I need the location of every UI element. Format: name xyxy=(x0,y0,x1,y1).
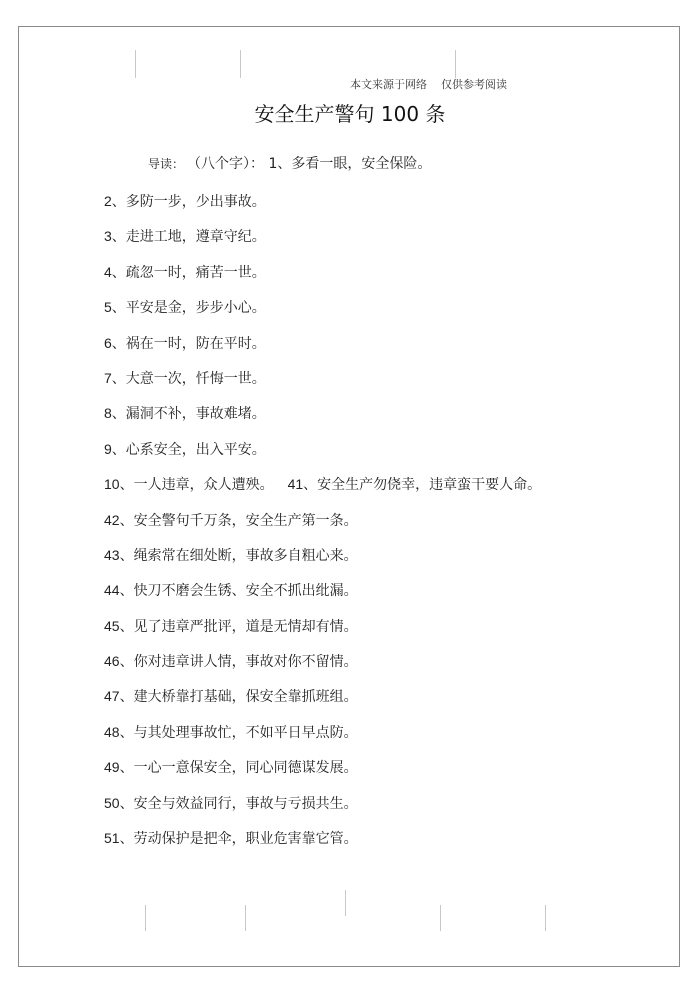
slogan-number: 47 xyxy=(104,688,120,705)
scan-mark xyxy=(455,50,456,78)
slogan-text: 、多防一步，少出事故。 xyxy=(111,194,266,210)
slogan-text: 、祸在一时，防在平时。 xyxy=(111,335,266,352)
slogan-item xyxy=(104,685,541,720)
slogan-number: 2 xyxy=(104,193,112,209)
slogan-item xyxy=(104,615,541,650)
slogan-item xyxy=(104,332,541,367)
slogan-item xyxy=(104,509,541,544)
slogan-text: 、安全与效益同行，事故与亏损共生。 xyxy=(119,795,358,812)
slogan-number: 41 xyxy=(287,476,304,493)
slogan-text: 、一心一意保安全，同心同德谋发展。 xyxy=(119,760,358,777)
slogan-text: 、走进工地，遵章守纪。 xyxy=(111,229,266,246)
slogan-item xyxy=(104,721,541,756)
slogan-item xyxy=(104,367,541,402)
slogan-text: 、与其处理事故忙，不如平日早点防。 xyxy=(119,724,358,741)
slogan-number: 51 xyxy=(104,830,120,847)
slogan-item xyxy=(104,473,541,508)
slogan-text: 、绳索常在细处断，事故多自粗心来。 xyxy=(119,547,358,564)
slogan-text: 、大意一次，忏悔一世。 xyxy=(111,370,266,387)
slogan-number: 44 xyxy=(104,582,120,599)
scan-mark xyxy=(145,905,146,931)
slogan-text: 、见了违章严批评，道是无情却有情。 xyxy=(119,618,358,635)
slogan-text: 、心系安全，出入平安。 xyxy=(111,441,266,458)
slogan-item xyxy=(104,544,541,579)
slogan-number: 49 xyxy=(104,759,120,776)
slogan-item xyxy=(104,190,541,225)
slogan-item xyxy=(104,827,541,862)
slogan-number: 7 xyxy=(104,369,112,386)
intro-label: 导读： xyxy=(148,157,185,171)
slogan-number: 9 xyxy=(104,440,112,457)
scan-mark xyxy=(135,50,136,78)
slogan-text: 、一人违章，众人遭殃。 xyxy=(119,477,274,494)
source-note: 本文来源于网络 仅供参考阅读 xyxy=(350,78,507,91)
slogan-list xyxy=(104,190,541,862)
slogan-item xyxy=(104,261,541,296)
scan-mark xyxy=(345,890,346,916)
slogan-item xyxy=(104,756,541,791)
slogan-number: 5 xyxy=(104,299,112,316)
intro-line xyxy=(148,153,431,173)
slogan-item xyxy=(104,579,541,614)
slogan-number: 42 xyxy=(104,511,120,528)
scan-mark xyxy=(440,905,441,931)
slogan-number: 43 xyxy=(104,546,120,563)
intro-text: （八个字）： 1、多看一眼，安全保险。 xyxy=(194,156,432,172)
slogan-number: 6 xyxy=(104,334,112,351)
slogan-number: 46 xyxy=(104,653,120,670)
slogan-number: 50 xyxy=(104,794,120,811)
slogan-number: 4 xyxy=(104,263,112,280)
slogan-text: 、安全生产勿侥幸，违章蛮干要人命。 xyxy=(303,477,542,494)
slogan-item xyxy=(104,792,541,827)
slogan-number: 3 xyxy=(104,228,112,245)
slogan-item xyxy=(104,402,541,437)
slogan-text: 、劳动保护是把伞，职业危害靠它管。 xyxy=(119,831,358,848)
slogan-text: 、平安是金，步步小心。 xyxy=(111,300,266,317)
slogan-text: 、你对违章讲人情，事故对你不留情。 xyxy=(119,654,358,671)
slogan-item xyxy=(104,650,541,685)
slogan-item xyxy=(104,296,541,331)
slogan-number: 10 xyxy=(104,476,120,493)
slogan-text: 、快刀不磨会生锈、安全不抓出纰漏。 xyxy=(119,583,358,600)
slogan-item xyxy=(104,438,541,473)
slogan-text: 、漏洞不补，事故难堵。 xyxy=(111,406,266,423)
scan-mark xyxy=(245,905,246,931)
slogan-number: 45 xyxy=(104,617,120,634)
slogan-number: 8 xyxy=(104,405,112,422)
slogan-text: 、安全警句千万条，安全生产第一条。 xyxy=(119,512,358,529)
scan-mark xyxy=(545,905,546,931)
slogan-item xyxy=(104,225,541,260)
slogan-text: 、疏忽一时，痛苦一世。 xyxy=(111,264,266,281)
slogan-text: 、建大桥靠打基础，保安全靠抓班组。 xyxy=(119,689,358,706)
scan-mark xyxy=(240,50,241,78)
slogan-number: 48 xyxy=(104,723,120,740)
page-title: 安全生产警句 100 条 xyxy=(254,102,446,126)
